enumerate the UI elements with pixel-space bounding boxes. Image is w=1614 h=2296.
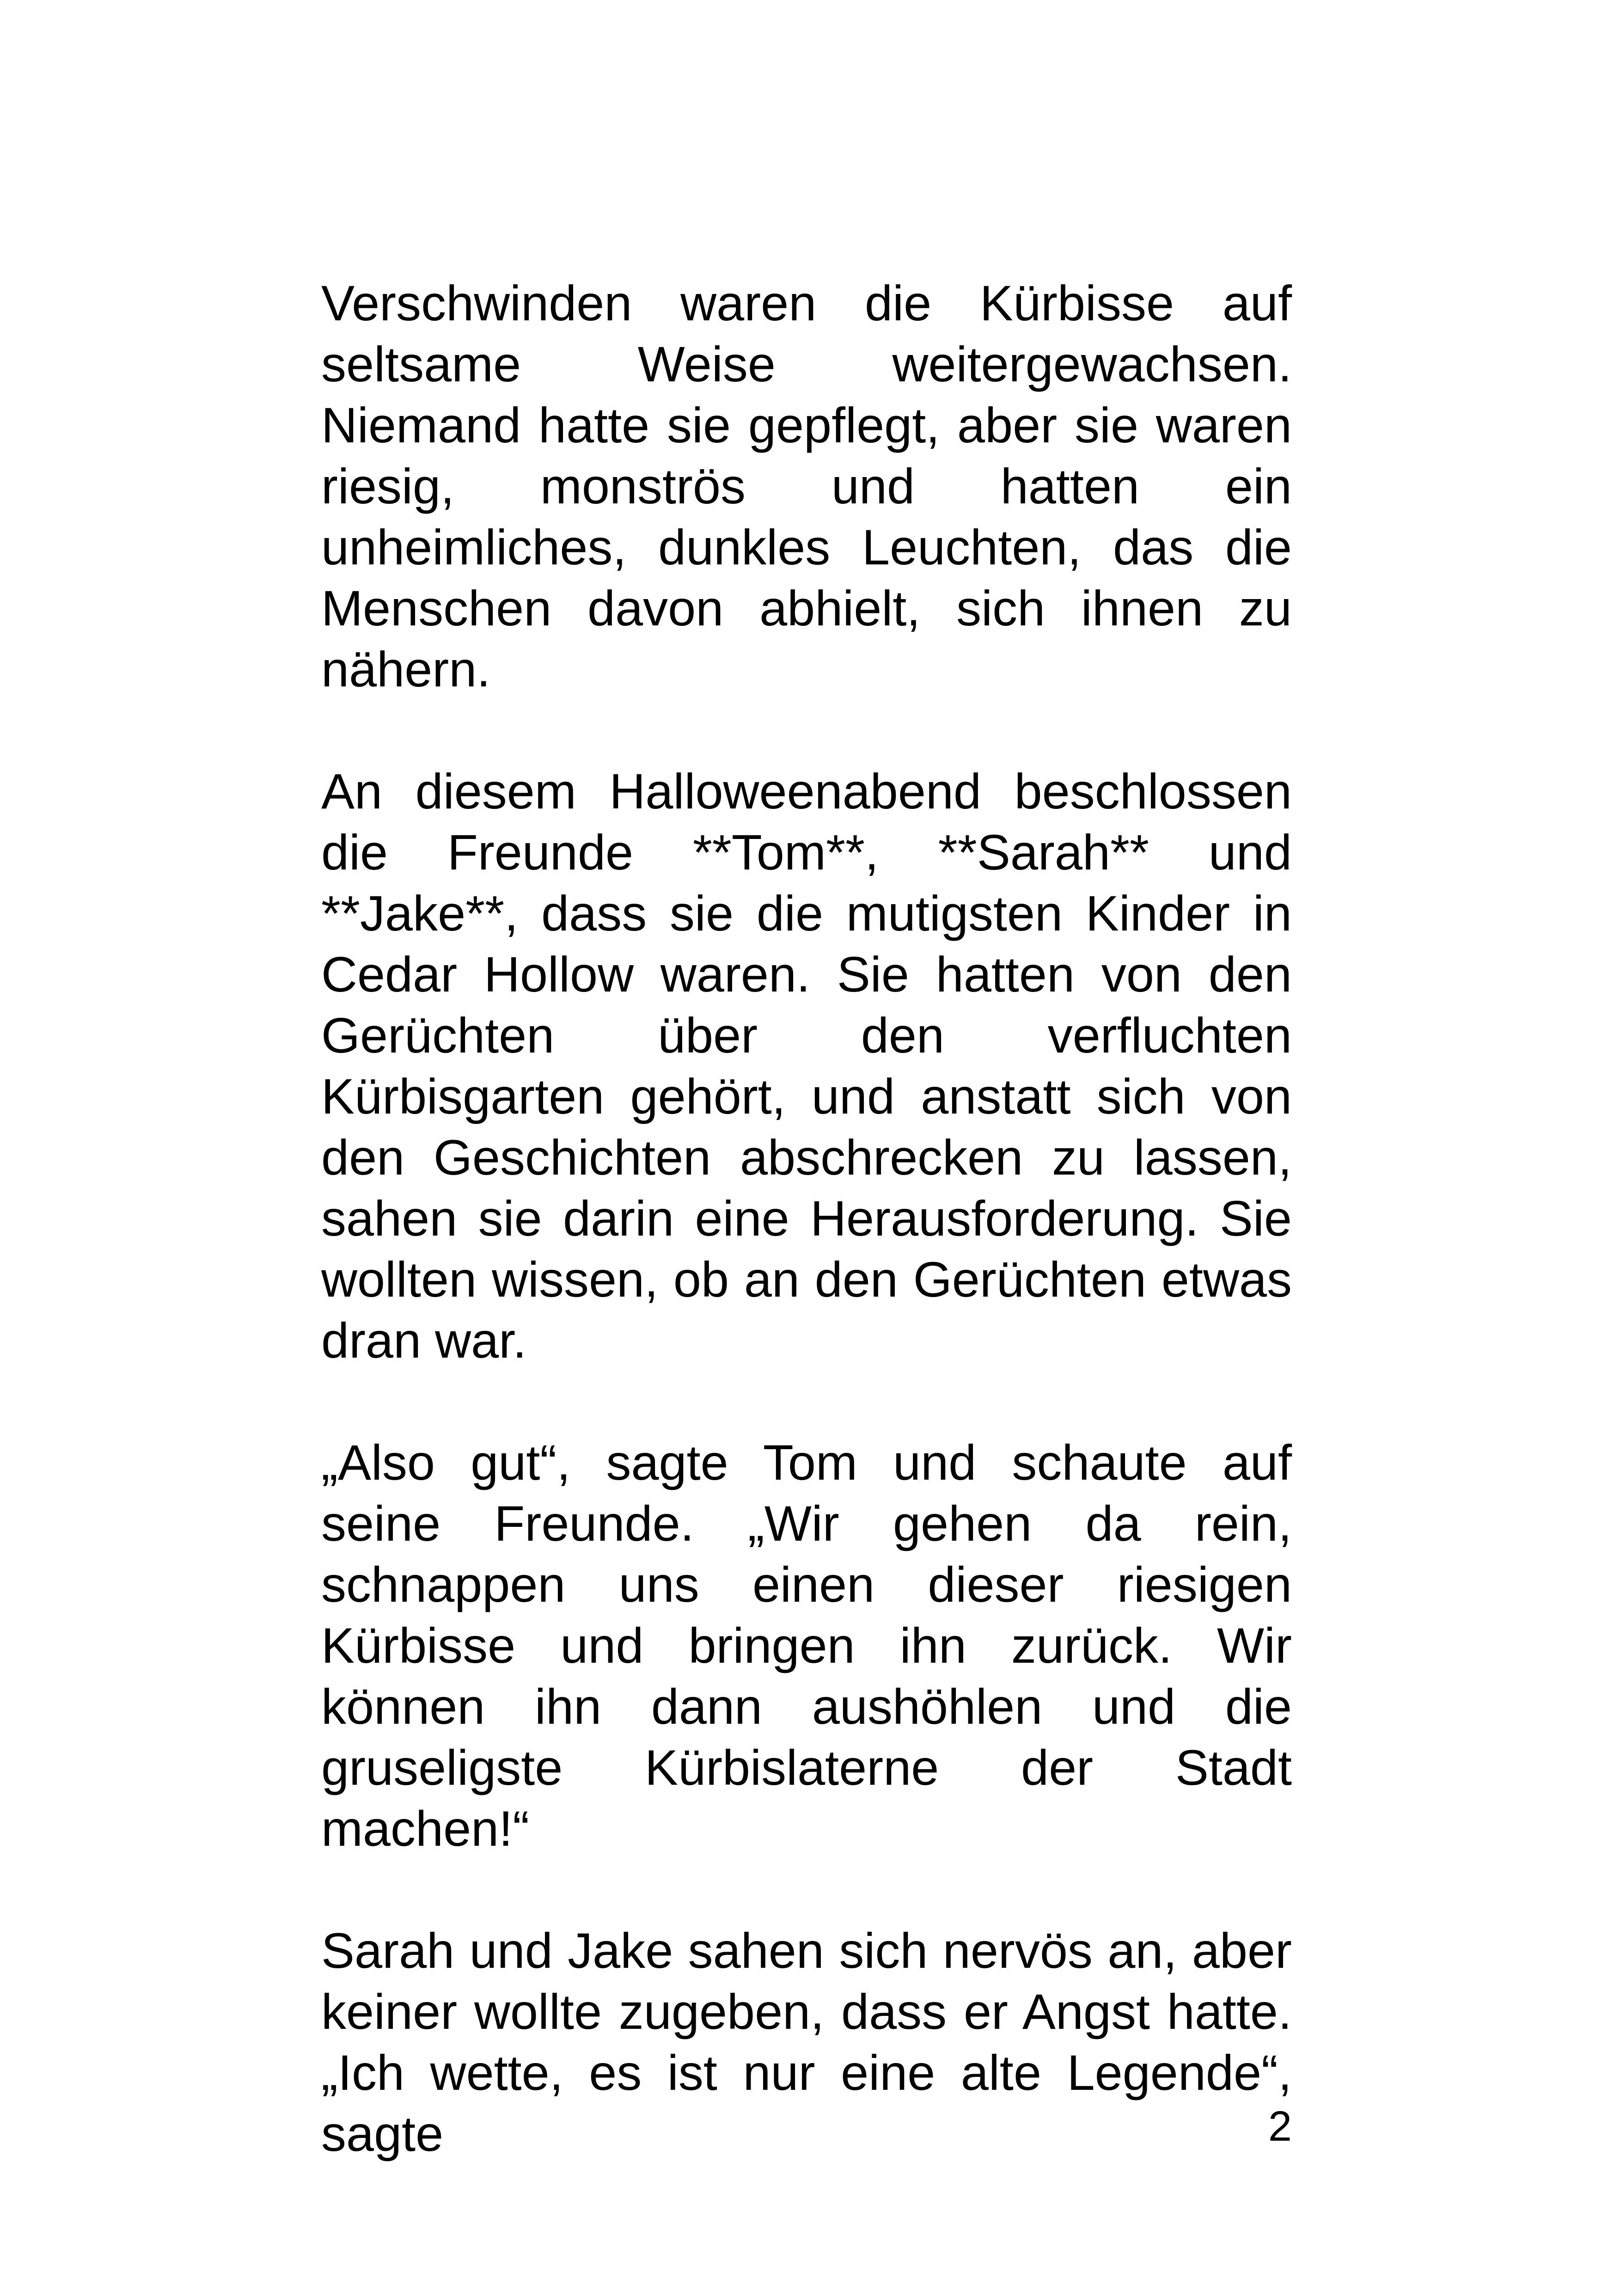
paragraph-3: „Also gut“, sagte Tom und schaute auf seine Freunde. „Wir gehen da rein, schnappen uns einen dieser riesigen Kürbisse und bringen ihn zurück. Wir können ihn dann aushöhlen und die gruseligste Kürbislaterne der Stadt machen!“ <box>321 1434 1292 1856</box>
paragraph-1: Verschwinden waren die Kürbisse auf seltsame Weise weitergewachsen. Niemand hatte sie gepflegt, aber sie waren riesig, monströs und hatten ein unheimliches, dunkles Leuchten, das die Menschen davon abhielt, sich ihnen zu nähern. <box>321 275 1292 697</box>
paragraph-4: Sarah und Jake sahen sich nervös an, aber keiner wollte zugeben, dass er Angst hatte. „Ich wette, es ist nur eine alte Legende“, sagte <box>321 1923 1292 2161</box>
body-text <box>321 273 1292 2225</box>
page-number: 2 <box>1268 2103 1292 2150</box>
paragraph-2: An diesem Halloweenabend beschlossen die Freunde **Tom**, **Sarah** und **Jake**, dass sie die mutigsten Kinder in Cedar Hollow waren. Sie hatten von den Gerüchten über den verfluchten Kürbisgarten gehört, und anstatt sich von den Geschichten abschrecken zu lassen, sahen sie darin eine Herausforderung. Sie wollten wissen, ob an den Gerüchten etwas dran war. <box>321 763 1292 1368</box>
